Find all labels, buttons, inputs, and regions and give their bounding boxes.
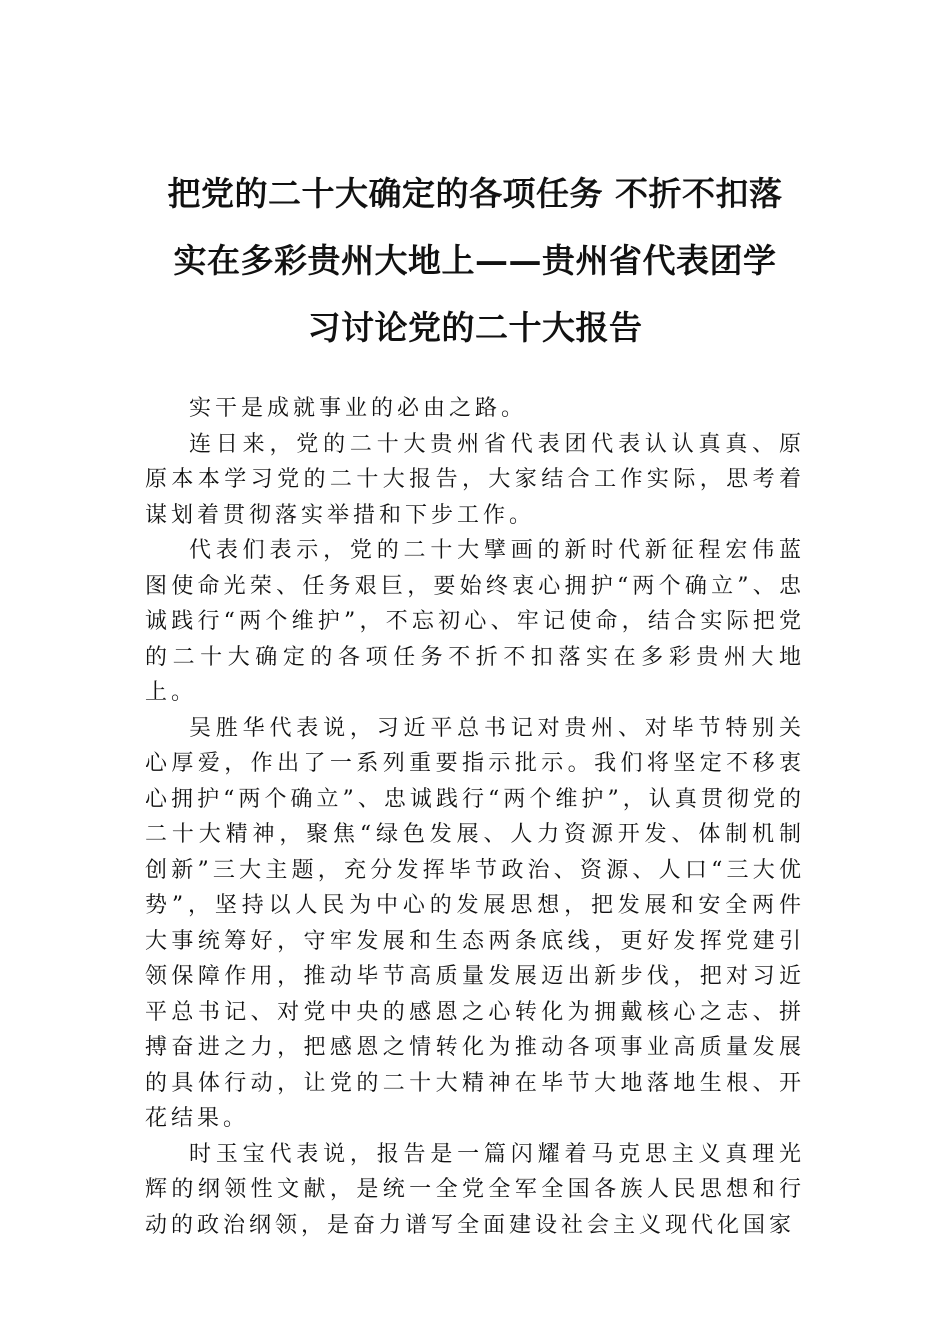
- paragraph-4: 吴胜华代表说，习近平总书记对贵州、对毕节特别关心厚爱，作出了一系列重要指示批示。我们将坚定不移衷心拥护“两个确立”、忠诚践行“两个维护”，认真贯彻党的二十大精神，聚焦“绿色发展、人力资源开发、体制机制创新”三大主题，充分发挥毕节政治、资源、人口“三大优势”，坚持以人民为中心的发展思想，把发展和安全两件大事统筹好，守牢发展和生态两条底线，更好发挥党建引领保障作用，推动毕节高质量发展迈出新步伐，把对习近平总书记、对党中央的感恩之心转化为拥戴核心之志、拼搏奋进之力，把感恩之情转化为推动各项事业高质量发展的具体行动，让党的二十大精神在毕节大地落地生根、开花结果。: [145, 715, 805, 1131]
- paragraph-5: 时玉宝代表说，报告是一篇闪耀着马克思主义真理光辉的纲领性文献，是统一全党全军全国各族人民思想和行动的政治纲领，是奋力谱写全面建设社会主义现代化国家: [145, 1141, 805, 1238]
- title-line-2: 实在多彩贵州大地上——贵州省代表团学: [173, 241, 777, 280]
- document-title: [130, 160, 820, 361]
- document-body: [145, 391, 805, 1243]
- title-line-3: 习讨论党的二十大报告: [307, 308, 643, 347]
- paragraph-2: 连日来，党的二十大贵州省代表团代表认认真真、原原本本学习党的二十大报告，大家结合工作实际，思考着谋划着贯彻落实举措和下步工作。: [145, 431, 805, 528]
- paragraph-1: 实干是成就事业的必由之路。: [189, 396, 528, 421]
- paragraph-3: 代表们表示，党的二十大擘画的新时代新征程宏伟蓝图使命光荣、任务艰巨，要始终衷心拥护“两个确立”、忠诚践行“两个维护”，不忘初心、牢记使命，结合实际把党的二十大确定的各项任务不折不扣落实在多彩贵州大地上。: [145, 538, 805, 705]
- title-line-1: 把党的二十大确定的各项任务 不折不扣落: [167, 174, 783, 213]
